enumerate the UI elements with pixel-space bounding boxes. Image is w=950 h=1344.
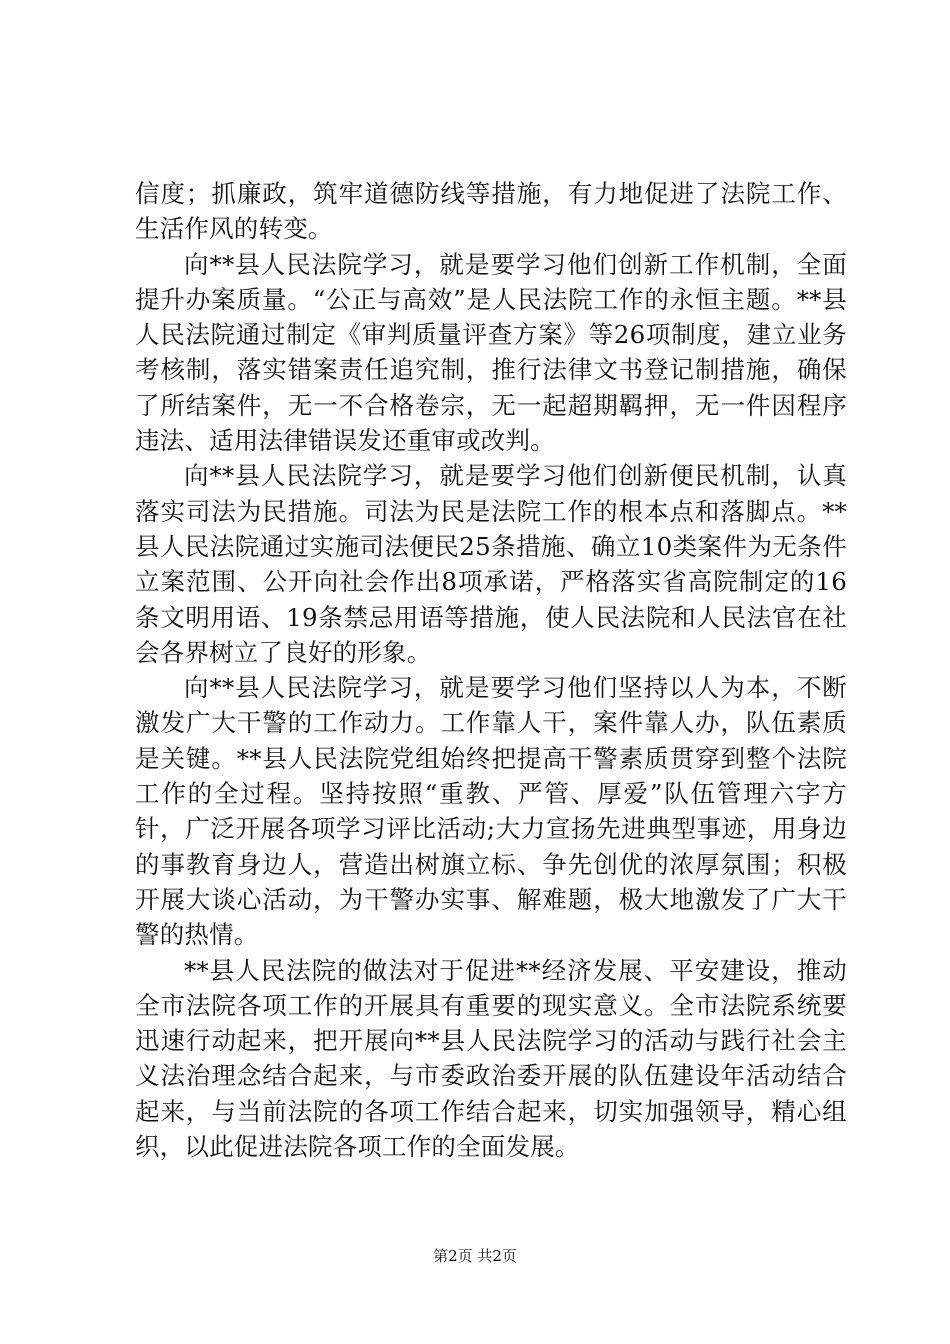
paragraph-continuation: 信度；抓廉政，筑牢道德防线等措施，有力地促进了法院工作、生活作风的转变。 xyxy=(135,179,847,244)
paragraph-conclusion: **县人民法院的做法对于促进**经济发展、平安建设，推动全市法院各项工作的开展具有重要的现实意义。全市法院系统要迅速行动起来，把开展向**县人民法院学习的活动与践行社会主义法治理念结合起来，与市委政治委开展的队伍建设年活动结合起来，与当前法院的各项工作结合起来，切实加强领导，精心组织，以此促进法院各项工作的全面发展。 xyxy=(135,955,847,1162)
paragraph-convenience-mechanism: 向**县人民法院学习，就是要学习他们创新便民机制，认真落实司法为民措施。司法为民是法院工作的根本点和落脚点。**县人民法院通过实施司法便民25条措施、确立10类案件为无条件立案范围、公开向社会作出8项承诺，严格落实省高院制定的16条文明用语、19条禁忌用语等措施，使人民法院和人民法官在社会各界树立了良好的形象。 xyxy=(135,461,847,667)
paragraph-work-mechanism: 向**县人民法院学习，就是要学习他们创新工作机制，全面提升办案质量。“公正与高效”是人民法院工作的永恒主题。**县人民法院通过制定《审判质量评查方案》等26项制度，建立业务考核制，落实错案责任追究制，推行法律文书登记制措施，确保了所结案件，无一不合格卷宗，无一起超期羁押，无一件因程序违法、适用法律错误发还重审或改判。 xyxy=(135,249,847,456)
paragraph-people-oriented: 向**县人民法院学习，就是要学习他们坚持以人为本，不断激发广大干警的工作动力。工作靠人干，案件靠人办，队伍素质是关键。**县人民法院党组始终把提高干警素质贯穿到整个法院工作的全过程。坚持按照“重教、严管、厚爱”队伍管理六字方针，广泛开展各项学习评比活动;大力宣扬先进典型事迹，用身边的事教育身边人，营造出树旗立标、争先创优的浓厚氛围；积极开展大谈心活动，为干警办实事、解难题，极大地激发了广大干警的热情。 xyxy=(135,673,847,950)
page-footer: 第2页 共2页 xyxy=(433,1247,517,1265)
document-body xyxy=(135,176,847,1164)
